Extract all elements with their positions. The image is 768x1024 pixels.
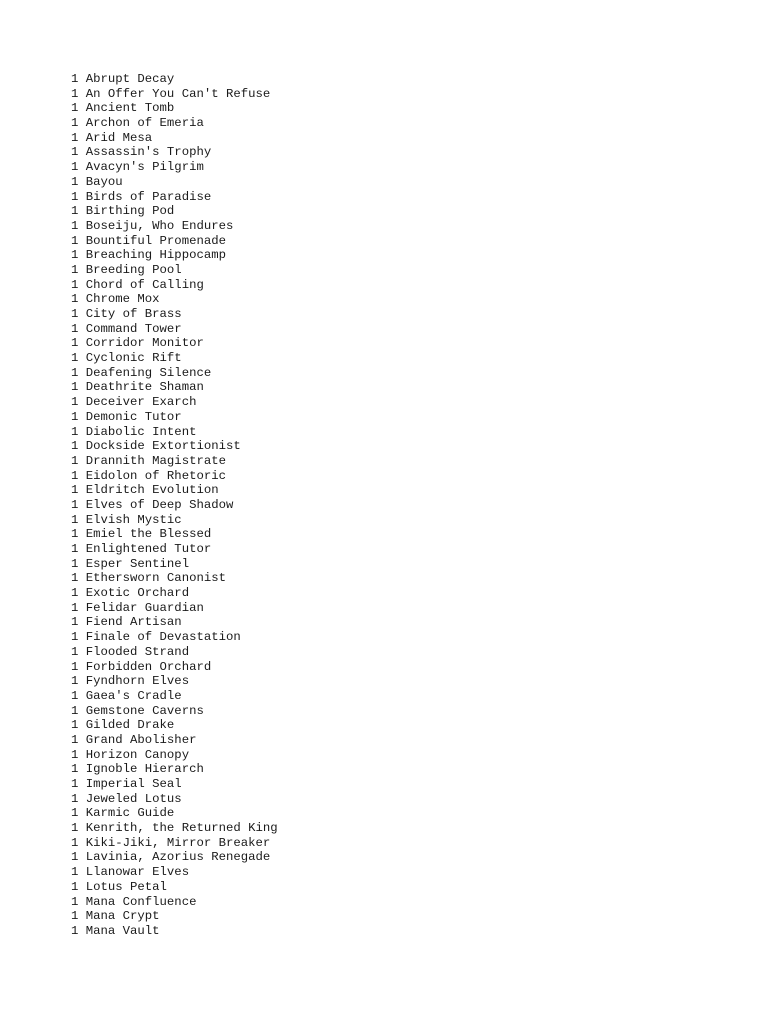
decklist-line: 1 Enlightened Tutor (71, 542, 212, 556)
decklist-line: 1 Flooded Strand (71, 644, 190, 659)
decklist-line: 1 Breeding Pool (71, 262, 182, 277)
decklist-line: 1 Avacyn's Pilgrim (71, 160, 204, 175)
decklist-line: 1 Diabolic Intent (71, 424, 197, 439)
decklist-line: 1 City of Brass (71, 307, 182, 321)
decklist-line: 1 Chord of Calling (71, 277, 204, 292)
decklist-line: 1 Kenrith, the Returned King (71, 821, 278, 836)
decklist-line: 1 Horizon Canopy (71, 747, 190, 762)
decklist-line: 1 Ancient Tomb (71, 101, 175, 116)
decklist-line: 1 Eldritch Evolution (71, 483, 219, 498)
decklist-line: 1 Cyclonic Rift (71, 351, 182, 366)
decklist-line: 1 Lotus Petal (71, 879, 167, 894)
decklist-line: 1 Deceiver Exarch (71, 395, 197, 410)
decklist-line: 1 Fyndhorn Elves (71, 674, 190, 689)
decklist-line: 1 Elvish Mystic (71, 512, 182, 527)
decklist-line: 1 Abrupt Decay (71, 72, 175, 86)
decklist-line: 1 Grand Abolisher (71, 732, 197, 747)
decklist-line: 1 Drannith Magistrate (71, 453, 226, 468)
decklist-line: 1 Mana Vault (71, 923, 160, 938)
decklist-line: 1 Ethersworn Canonist (71, 571, 226, 586)
decklist-line: 1 Deafening Silence (71, 365, 212, 380)
decklist-line: 1 Gilded Drake (71, 718, 175, 733)
decklist-line: 1 Mana Confluence (71, 894, 197, 909)
decklist-line: 1 An Offer You Can't Refuse (71, 86, 271, 101)
decklist (71, 72, 278, 939)
decklist-line: 1 Deathrite Shaman (71, 380, 204, 395)
decklist-line: 1 Assassin's Trophy (71, 145, 212, 160)
decklist-line: 1 Finale of Devastation (71, 630, 241, 645)
decklist-line: 1 Kiki-Jiki, Mirror Breaker (71, 835, 271, 850)
decklist-line: 1 Birds of Paradise (71, 189, 212, 204)
decklist-line: 1 Birthing Pod (71, 204, 175, 219)
decklist-line: 1 Mana Crypt (71, 909, 160, 924)
decklist-line: 1 Gaea's Cradle (71, 688, 182, 703)
decklist-line: 1 Elves of Deep Shadow (71, 497, 234, 512)
decklist-line: 1 Arid Mesa (71, 130, 153, 145)
decklist-line: 1 Jeweled Lotus (71, 791, 182, 806)
decklist-line: 1 Llanowar Elves (71, 865, 190, 880)
decklist-line: 1 Chrome Mox (71, 292, 160, 307)
decklist-line: 1 Archon of Emeria (71, 116, 204, 131)
decklist-line: 1 Dockside Extortionist (71, 439, 241, 454)
decklist-line: 1 Fiend Artisan (71, 615, 182, 630)
decklist-line: 1 Bayou (71, 174, 123, 189)
decklist-line: 1 Gemstone Caverns (71, 703, 204, 718)
decklist-line: 1 Corridor Monitor (71, 336, 204, 351)
decklist-line: 1 Karmic Guide (71, 806, 175, 821)
decklist-line: 1 Demonic Tutor (71, 409, 182, 424)
decklist-line: 1 Lavinia, Azorius Renegade (71, 850, 271, 865)
decklist-line: 1 Breaching Hippocamp (71, 248, 226, 263)
decklist-line: 1 Emiel the Blessed (71, 527, 212, 542)
decklist-line: 1 Boseiju, Who Endures (71, 218, 234, 233)
decklist-line: 1 Imperial Seal (71, 777, 182, 791)
decklist-line: 1 Bountiful Promenade (71, 233, 226, 248)
decklist-line: 1 Eidolon of Rhetoric (71, 468, 226, 483)
decklist-line: 1 Felidar Guardian (71, 600, 204, 615)
decklist-line: 1 Exotic Orchard (71, 586, 190, 601)
decklist-line: 1 Command Tower (71, 321, 182, 336)
decklist-line: 1 Ignoble Hierarch (71, 762, 204, 777)
decklist-line: 1 Esper Sentinel (71, 556, 190, 571)
decklist-line: 1 Forbidden Orchard (71, 659, 212, 674)
